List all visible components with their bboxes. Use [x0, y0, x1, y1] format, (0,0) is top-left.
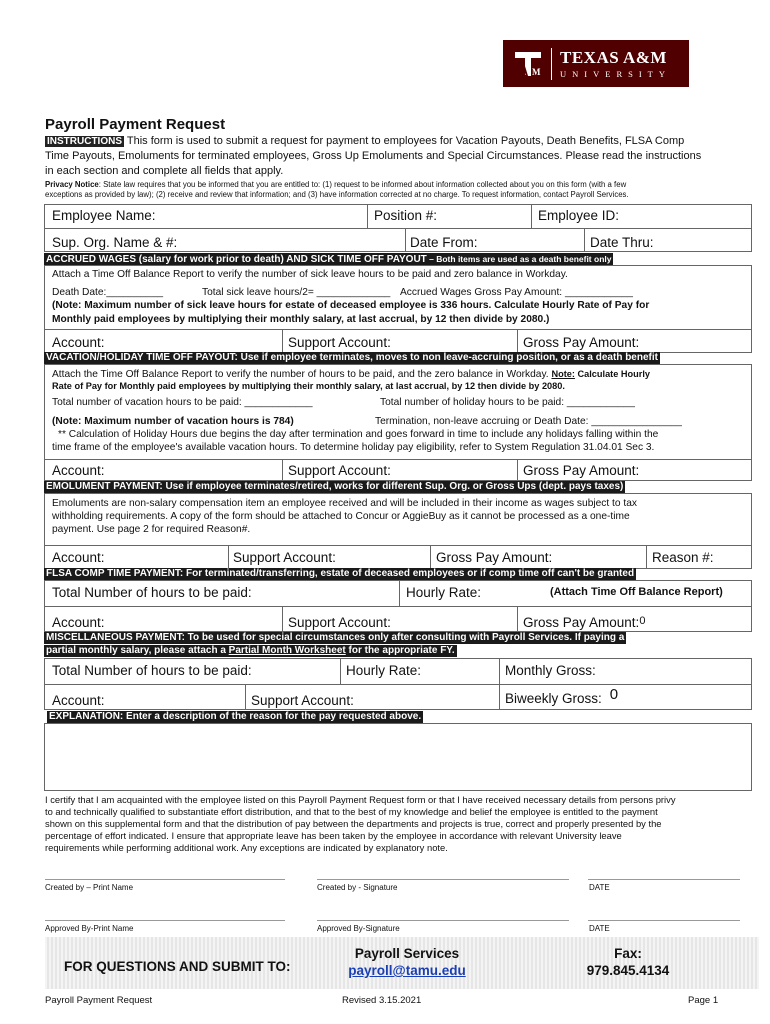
misc-monthly-gross-field[interactable]: Monthly Gross: [505, 663, 596, 678]
vacation-grosspay-field[interactable]: Gross Pay Amount: [523, 463, 640, 478]
emolument-text-3: payment. Use page 2 for required Reason#. [52, 524, 251, 535]
created-by-name-field[interactable]: Created by – Print Name [45, 883, 134, 892]
vacation-account-field[interactable]: Account: [52, 463, 105, 478]
misc-header-1: MISCELLANEOUS PAYMENT: To be used for special circumstances only after consulting with Payroll Services. If paying a [46, 632, 625, 643]
privacy-notice: Privacy Notice: State law requires that you be informed that you are entitled to: (1) request to be informed about information collected about you on this form (with a few exceptions as provided by law); (2) receive and review that information; and (3) have information corrected at no charge. To request information, contact Payroll Services. [45, 180, 629, 199]
misc-rate-field[interactable]: Hourly Rate: [346, 663, 422, 678]
footer-page-number: Page 1 [688, 995, 719, 1006]
approved-by-name-field[interactable]: Approved By-Print Name [45, 924, 134, 933]
holiday-hours-field[interactable]: Total number of holiday hours to be paid: ____________ [380, 397, 635, 408]
approved-by-signature-field[interactable]: Approved By-Signature [317, 924, 400, 933]
flsa-attach-note: (Attach Time Off Balance Report) [550, 586, 723, 598]
emolument-text-1: Emoluments are non-salary compensation item an employee received and will be included in their income as wages subject to tax [52, 498, 637, 509]
flsa-rate-field[interactable]: Hourly Rate: [406, 585, 482, 600]
emolument-reason-field[interactable]: Reason #: [652, 550, 714, 565]
date-from-field[interactable]: Date From: [410, 235, 478, 250]
vacation-note: (Note: Maximum number of vacation hours is 784) [52, 416, 294, 427]
termination-date-field[interactable]: Termination, non-leave accruing or Death Date: ________________ [375, 416, 682, 427]
employee-id-field[interactable]: Employee ID: [538, 208, 620, 223]
accrued-wages-header: ACCRUED WAGES (salary for work prior to death) AND SICK TIME OFF PAYOUT – Both items are used as a death benefit only [46, 254, 612, 265]
emolument-text-2: withholding requirements. A copy of the form should be attached to Concur or AggieBuy as it cannot be processed as a one-time [52, 511, 630, 522]
holiday-calc-1: ** Calculation of Holiday Hours due begins the day after termination and goes forward in time to include any holidays falling within the [58, 429, 659, 440]
accrued-note-1: (Note: Maximum number of sick leave hours for estate of deceased employee is 336 hours. Calculate Hourly Rate of Pay for [52, 300, 650, 311]
misc-header-2: partial monthly salary, please attach a Partial Month Worksheet for the appropriate FY. [46, 645, 455, 656]
explanation-header: EXPLANATION: Enter a description of the reason for the pay requested above. [49, 711, 422, 722]
certification-text: I certify that I am acquainted with the employee listed on this Payroll Payment Request form or that I have received necessary details from persons privy to and technically qualified to substantiate effort distribution, and that to the best of my knowledge and belief the employee is entitled to the payment shown on this supplemental form and that the distribution of pay between the departments and projects is true, correct and properly presented by the percentage of effort indicated. I ensure that appropriate leave has been taken by the employee in accordance with relevant University leave requirements while performing additional work. Any exceptions are indicated by explanatory note. [45, 794, 676, 853]
flsa-grosspay-field[interactable]: Gross Pay Amount:$^0$ [523, 615, 646, 630]
explanation-textarea[interactable] [44, 723, 752, 791]
accrued-gross-field[interactable]: Accrued Wages Gross Pay Amount: ____________ [400, 287, 633, 298]
footer-revision: Revised 3.15.2021 [342, 995, 422, 1006]
holiday-calc-2: time frame of the employee's available vacation hours. To determine holiday pay eligibility, refer to System Regulation 31.04.01 Sec 3. [52, 442, 655, 453]
accrued-instruction: Attach a Time Off Balance Report to verify the number of sick leave hours to be paid and zero balance in Workday. [52, 269, 568, 280]
page-title: Payroll Payment Request [45, 116, 226, 133]
logo-line2: UNIVERSITY [560, 68, 671, 79]
instructions-tag: INSTRUCTIONS [47, 136, 122, 147]
date-thru-field[interactable]: Date Thru: [590, 235, 654, 250]
accrued-grosspay-field[interactable]: Gross Pay Amount: [523, 335, 640, 350]
flsa-header: FLSA COMP TIME PAYMENT: For terminated/transferring, estate of deceased employees or if comp time off can't be granted [46, 568, 635, 579]
misc-biweekly-gross-field[interactable]: Biweekly Gross: 0 [505, 686, 619, 706]
accrued-account-field[interactable]: Account: [52, 335, 105, 350]
vacation-instruction-2: Rate of Pay for Monthly paid employees by multiplying their monthly salary, at last accrual, by 12 then divide by 2080. [52, 381, 565, 391]
position-field[interactable]: Position #: [374, 208, 438, 223]
emolument-header: EMOLUMENT PAYMENT: Use if employee terminates/retired, works for different Sup. Org. or Gross Ups (dept. pays taxes) [46, 481, 624, 492]
atm-mark-icon [511, 47, 545, 81]
vacation-instruction-1: Attach the Time Off Balance Report to verify the number of hours to be paid, and the zero balance in Workday. Note: Calculate Hourly [52, 369, 651, 380]
death-date-field[interactable]: Death Date:__________ [52, 287, 164, 298]
flsa-account-field[interactable]: Account: [52, 615, 105, 630]
instructions: INSTRUCTIONS This form is used to submit a request for payment to employees for Vacation Payouts, Death Benefits, FLSA Comp Time Payouts, Emoluments for terminated employees, Gross Up Emoluments and Special Circumstances. Please read the instructions in each section and complete all fields that apply. [45, 135, 702, 177]
payroll-email-link[interactable]: payroll@tamu.edu [348, 963, 466, 978]
emolument-account-field[interactable]: Account: [52, 550, 105, 565]
flsa-hours-field[interactable]: Total Number of hours to be paid: [52, 585, 252, 600]
misc-support-field[interactable]: Support Account: [251, 693, 354, 708]
fax-number: 979.845.4134 [586, 963, 670, 978]
logo-line1: TEXAS A&M [560, 47, 667, 67]
tamu-logo [503, 40, 689, 87]
vacation-hours-field[interactable]: Total number of vacation hours to be paid: ____________ [52, 397, 313, 408]
sick-hours-field[interactable]: Total sick leave hours/2= _____________ [202, 287, 391, 298]
partial-month-worksheet-link[interactable]: Partial Month Worksheet [228, 645, 346, 656]
employee-name-field[interactable]: Employee Name: [52, 208, 156, 223]
vacation-header: VACATION/HOLIDAY TIME OFF PAYOUT: Use if employee terminates, moves to non leave-accruing position, or as a death benefit [46, 352, 658, 363]
contact-prompt: FOR QUESTIONS AND SUBMIT TO: [64, 959, 291, 974]
created-date-field[interactable]: DATE [589, 883, 610, 892]
sup-org-field[interactable]: Sup. Org. Name & #: [52, 235, 178, 250]
accrued-note-2: Monthly paid employees by multiplying their monthly salary, at last accrual, by 12 then divide by 2080.) [52, 314, 550, 325]
flsa-support-field[interactable]: Support Account: [288, 615, 391, 630]
accrued-support-field[interactable]: Support Account: [288, 335, 391, 350]
approved-date-field[interactable]: DATE [589, 924, 610, 933]
vacation-support-field[interactable]: Support Account: [288, 463, 391, 478]
emolument-support-field[interactable]: Support Account: [233, 550, 336, 565]
misc-account-field[interactable]: Account: [52, 693, 105, 708]
created-by-signature-field[interactable]: Created by - Signature [317, 883, 398, 892]
footer-form-name: Payroll Payment Request [45, 995, 153, 1006]
misc-hours-field[interactable]: Total Number of hours to be paid: [52, 663, 252, 678]
fax-label: Fax: [614, 946, 642, 961]
svg-text:M: M [532, 66, 541, 77]
emolument-grosspay-field[interactable]: Gross Pay Amount: [436, 550, 553, 565]
payroll-services-label: Payroll Services [354, 946, 460, 961]
